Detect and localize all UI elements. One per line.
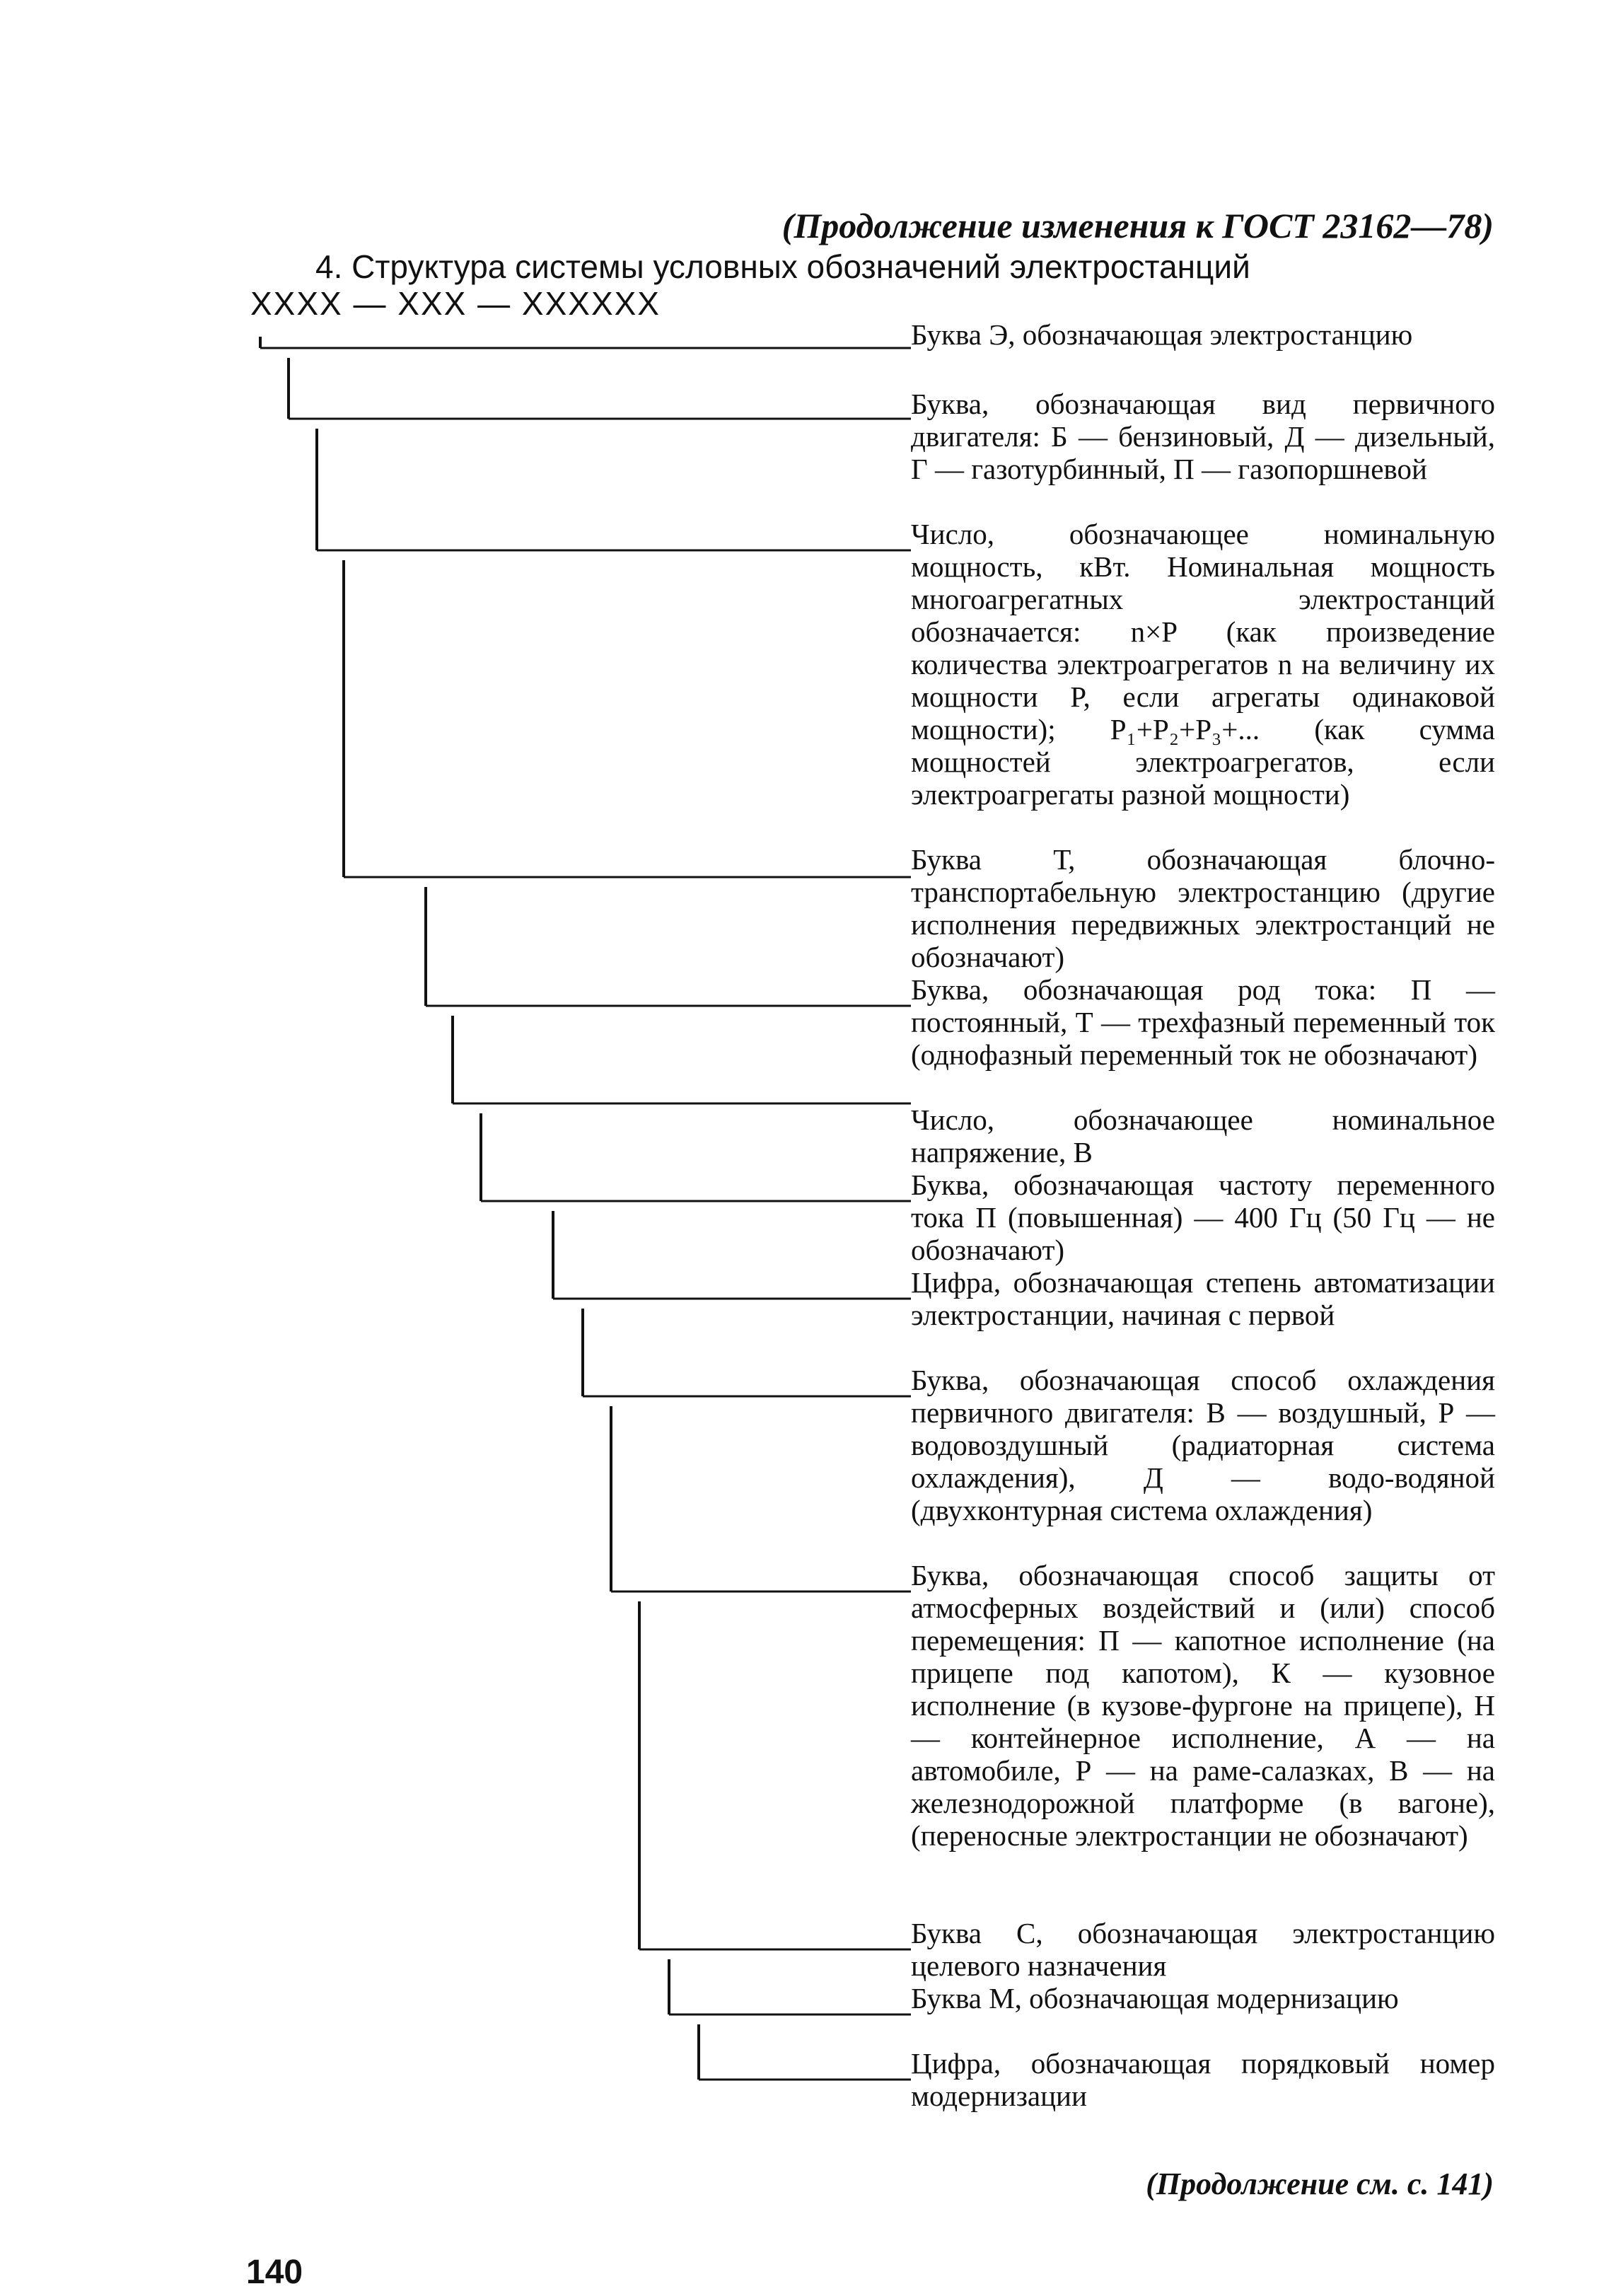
item-1: Буква Э, обозначающая электростанцию [911, 318, 1413, 351]
item-13: Цифра, обозначающая порядковый номер модернизации [911, 2047, 1495, 2112]
code-pattern: XXXX — XXX — XXXXXX [250, 285, 661, 322]
item-6: Число, обозначающее номинальное напряжение, В [911, 1103, 1495, 1169]
item-11: Буква С, обозначающая электростанцию целевого назначения [911, 1917, 1495, 1982]
item-12: Буква М, обозначающая модернизацию [911, 1982, 1399, 2014]
item-2: Буква, обозначающая вид первичного двигателя: Б — бензиновый, Д — дизельный, Г — газотурбинный, П — газопоршневой [911, 388, 1495, 485]
page-number: 140 [246, 2254, 303, 2291]
item-3: Число, обозначающее номинальную мощность, кВт. Номинальная мощность многоагрегатных электростанций обозначается: n×P (как произведение количества электроагрегатов n на величину их мощности P, если агрегаты одинаковой мощности); P₁+P₂+P₃+... (как сумма мощностей электроагрегатов, если электроагрегаты разной мощности) [911, 518, 1495, 811]
section-title: 4. Структура системы условных обозначений электростанций [315, 248, 1250, 285]
item-4: Буква Т, обозначающая блочно-транспортабельную электростанцию (другие исполнения передвижных электростанций не обозначают) [911, 843, 1495, 973]
continuation-note: (Продолжение см. с. 141) [1146, 2167, 1494, 2201]
item-5: Буква, обозначающая род тока: П — постоянный, Т — трехфазный переменный ток (однофазный переменный ток не обозначают) [911, 973, 1495, 1071]
item-8: Цифра, обозначающая степень автоматизации электростанции, начиная с первой [911, 1266, 1495, 1331]
item-7: Буква, обозначающая частоту переменного тока П (повышенная) — 400 Гц (50 Гц — не обозначают) [911, 1169, 1495, 1266]
item-9: Буква, обозначающая способ охлаждения первичного двигателя: В — воздушный, Р — водовоздушный (радиаторная система охлаждения), Д — водо-водяной (двухконтурная система охлаждения) [911, 1364, 1495, 1526]
item-10: Буква, обозначающая способ защиты от атмосферных воздействий и (или) способ перемещения: П — капотное исполнение (на прицепе под капотом), К — кузовное исполнение (в кузове-фургоне на прицепе), Н — контейнерное исполнение, А — на автомобиле, Р — на раме-салазках, В — на железнодорожной платформе (в вагоне), (переносные электростанции не обозначают) [911, 1559, 1495, 1852]
page-header: (Продолжение изменения к ГОСТ 23162—78) [781, 206, 1494, 245]
